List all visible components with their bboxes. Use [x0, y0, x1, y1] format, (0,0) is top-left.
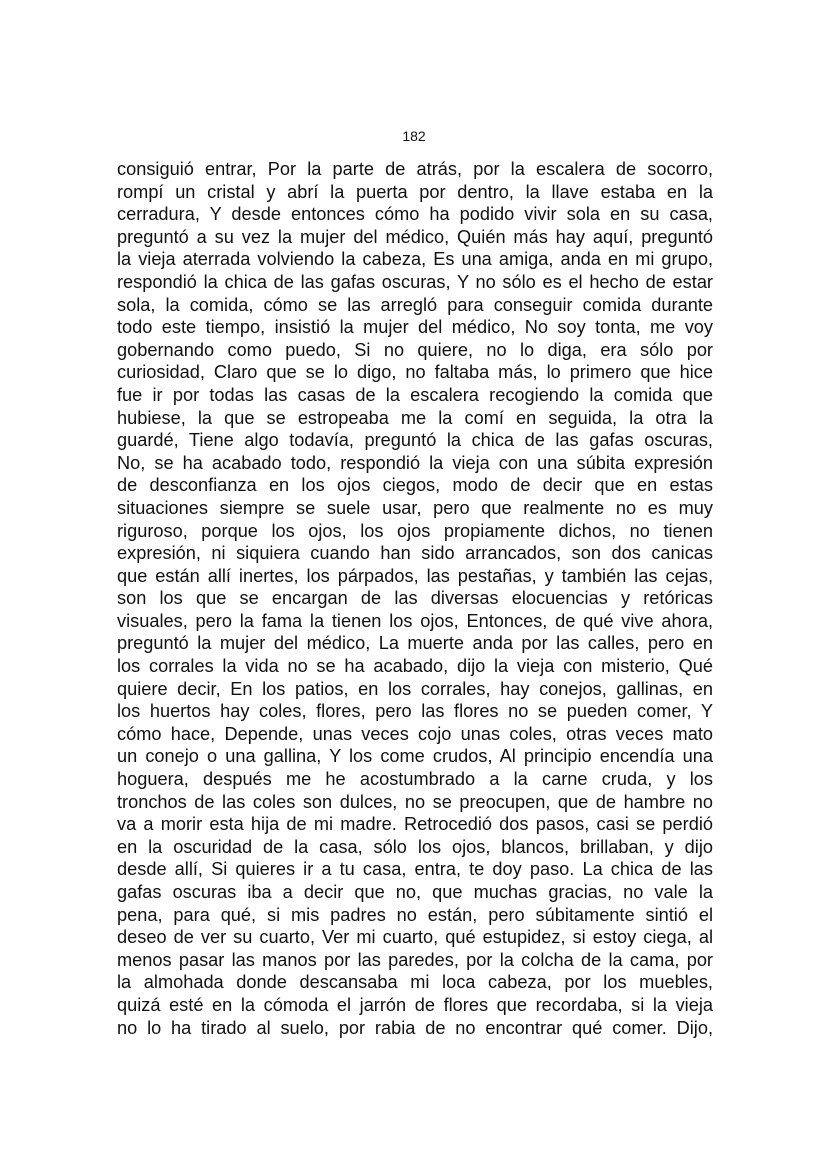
- text-line: respondió la chica de las gafas oscuras, Y no sólo es el hecho de estar: [117, 271, 713, 292]
- text-line: tronchos de las coles son dulces, no se preocupen, que de hambre no: [117, 791, 713, 812]
- text-line: visuales, pero la fama la tienen los ojos, Entonces, de qué vive ahora,: [117, 610, 713, 631]
- text-line: la vieja aterrada volviendo la cabeza, Es una amiga, anda en mi grupo,: [117, 249, 713, 270]
- text-line: hubiese, la que se estropeaba me la comí en seguida, la otra la: [117, 407, 713, 428]
- text-line: los huertos hay coles, flores, pero las flores no se pueden comer, Y: [117, 701, 713, 722]
- text-line: preguntó a su vez la mujer del médico, Quién más hay aquí, preguntó: [117, 226, 713, 247]
- text-line: pena, para qué, si mis padres no están, pero súbitamente sintió el: [117, 904, 713, 925]
- text-line: la almohada donde descansaba mi loca cabeza, por los muebles,: [117, 972, 713, 993]
- text-line: curiosidad, Claro que se lo digo, no faltaba más, lo primero que hice: [117, 362, 713, 383]
- text-line: cómo hace, Depende, unas veces cojo unas coles, otras veces mato: [117, 723, 713, 744]
- text-line: va a morir esta hija de mi madre. Retrocedió dos pasos, casi se perdió: [117, 814, 713, 835]
- text-line: riguroso, porque los ojos, los ojos propiamente dichos, no tienen: [117, 520, 713, 541]
- text-line: hoguera, después me he acostumbrado a la carne cruda, y los: [117, 769, 713, 790]
- text-line: en la oscuridad de la casa, sólo los ojos, blancos, brillaban, y dijo: [117, 836, 713, 857]
- text-line: fue ir por todas las casas de la escalera recogiendo la comida que: [117, 384, 713, 405]
- text-line: de desconfianza en los ojos ciegos, modo de decir que en estas: [117, 475, 713, 496]
- text-line: gafas oscuras iba a decir que no, que muchas gracias, no vale la: [117, 882, 713, 902]
- text-line: consiguió entrar, Por la parte de atrás, por la escalera de socorro,: [117, 159, 713, 179]
- text-line: los corrales la vida no se ha acabado, dijo la vieja con misterio, Qué: [117, 656, 713, 677]
- text-line: rompí un cristal y abrí la puerta por dentro, la llave estaba en la: [117, 181, 713, 202]
- text-line: quizá esté en la cómoda el jarrón de flores que recordaba, si la vieja: [117, 994, 713, 1015]
- text-line: desde allí, Si quieres ir a tu casa, entra, te doy paso. La chica de las: [117, 859, 713, 880]
- text-line: todo este tiempo, insistió la mujer del médico, No soy tonta, me voy: [117, 317, 713, 338]
- body-text: [117, 158, 713, 1039]
- text-line: menos pasar las manos por las paredes, por la colcha de la cama, por: [117, 949, 713, 970]
- text-line: situaciones siempre se suele usar, pero que realmente no es muy: [117, 497, 713, 518]
- text-line: expresión, ni siquiera cuando han sido arrancados, son dos canicas: [117, 543, 713, 564]
- text-line: sola, la comida, cómo se las arregló para conseguir comida durante: [117, 294, 713, 315]
- text-line: quiere decir, En los patios, en los corrales, hay conejos, gallinas, en: [117, 678, 713, 699]
- text-line: un conejo o una gallina, Y los come crudos, Al principio encendía una: [117, 746, 713, 767]
- text-line: que están allí inertes, los párpados, las pestañas, y también las cejas,: [117, 565, 713, 586]
- text-line: son los que se encargan de las diversas elocuencias y retóricas: [117, 588, 713, 609]
- text-line: no lo ha tirado al suelo, por rabia de no encontrar qué comer. Dijo,: [117, 1017, 713, 1038]
- text-line: deseo de ver su cuarto, Ver mi cuarto, qué estupidez, si estoy ciega, al: [117, 927, 713, 948]
- text-line: gobernando como puedo, Si no quiere, no lo diga, era sólo por: [117, 339, 713, 360]
- text-line: preguntó la mujer del médico, La muerte anda por las calles, pero en: [117, 633, 713, 654]
- text-line: guardé, Tiene algo todavía, preguntó la chica de las gafas oscuras,: [117, 430, 713, 451]
- text-line: cerradura, Y desde entonces cómo ha podido vivir sola en su casa,: [117, 204, 713, 225]
- page-number: 182: [402, 128, 426, 144]
- text-line: No, se ha acabado todo, respondió la vieja con una súbita expresión: [117, 452, 713, 473]
